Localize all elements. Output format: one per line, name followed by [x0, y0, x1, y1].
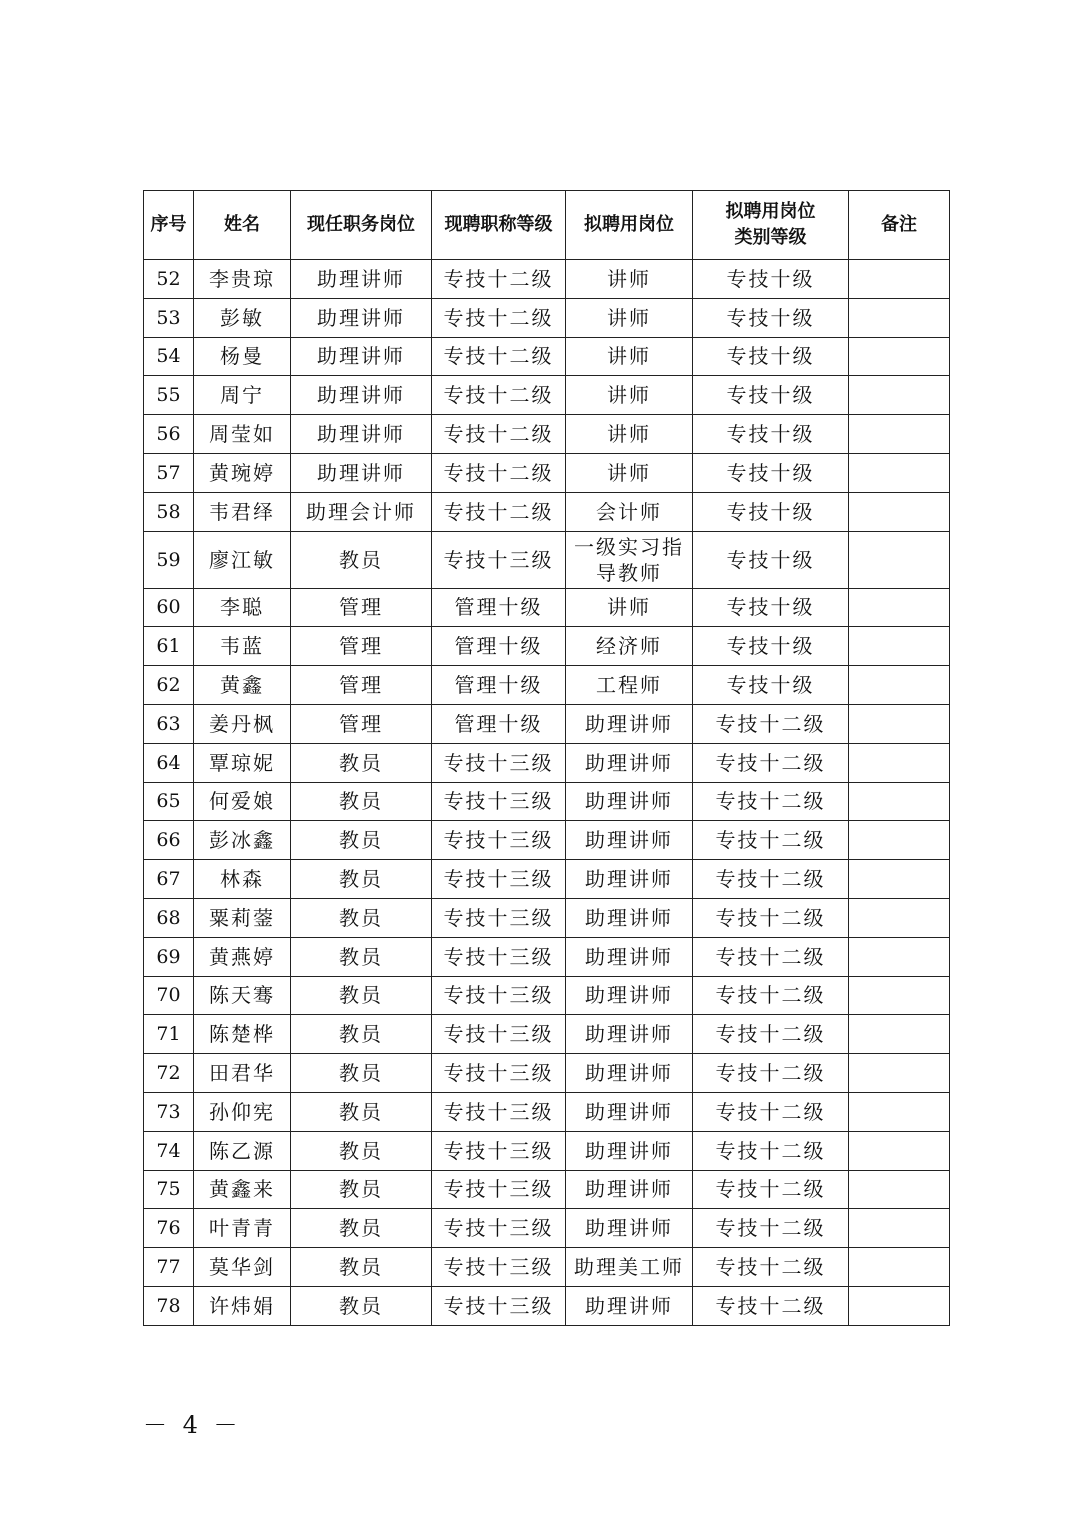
table-row — [144, 260, 950, 299]
cell-current-title-level: 专技十三级 — [432, 937, 566, 976]
cell-serial: 56 — [144, 415, 194, 454]
cell-name: 杨曼 — [194, 337, 291, 376]
cell-serial: 59 — [144, 531, 194, 588]
cell-name: 孙仰宪 — [194, 1092, 291, 1131]
cell-remarks — [849, 743, 950, 782]
cell-proposed-category-level: 专技十二级 — [693, 898, 849, 937]
table-row — [144, 415, 950, 454]
table-row — [144, 743, 950, 782]
cell-proposed-category-level: 专技十级 — [693, 415, 849, 454]
cell-proposed-post: 助理讲师 — [566, 743, 693, 782]
cell-current-post: 教员 — [291, 937, 432, 976]
cell-proposed-post: 助理讲师 — [566, 1015, 693, 1054]
table-row — [144, 298, 950, 337]
cell-current-title-level: 管理十级 — [432, 588, 566, 627]
cell-proposed-post: 助理讲师 — [566, 1092, 693, 1131]
cell-current-post: 教员 — [291, 1131, 432, 1170]
cell-serial: 71 — [144, 1015, 194, 1054]
cell-proposed-post-line2: 导教师 — [596, 560, 662, 585]
cell-proposed-post: 讲师 — [566, 337, 693, 376]
cell-proposed-category-level: 专技十二级 — [693, 1054, 849, 1093]
table-row — [144, 376, 950, 415]
cell-current-title-level: 专技十三级 — [432, 1170, 566, 1209]
cell-current-title-level: 专技十三级 — [432, 1209, 566, 1248]
cell-name: 莫华剑 — [194, 1248, 291, 1287]
cell-serial: 65 — [144, 782, 194, 821]
cell-remarks — [849, 531, 950, 588]
cell-name: 粟莉蓥 — [194, 898, 291, 937]
table-row — [144, 492, 950, 531]
cell-remarks — [849, 453, 950, 492]
cell-current-post: 教员 — [291, 821, 432, 860]
cell-proposed-post: 讲师 — [566, 298, 693, 337]
table-row — [144, 782, 950, 821]
cell-proposed-category-level: 专技十级 — [693, 492, 849, 531]
cell-name: 黄琬婷 — [194, 453, 291, 492]
table-row — [144, 1170, 950, 1209]
header-current-post: 现任职务岗位 — [291, 191, 432, 260]
cell-current-post: 助理讲师 — [291, 376, 432, 415]
cell-remarks — [849, 1131, 950, 1170]
cell-proposed-post: 助理讲师 — [566, 860, 693, 899]
cell-current-title-level: 专技十二级 — [432, 453, 566, 492]
cell-proposed-category-level: 专技十级 — [693, 666, 849, 705]
cell-proposed-post — [566, 531, 693, 588]
cell-remarks — [849, 298, 950, 337]
header-proposed-category-level-line2: 类别等级 — [734, 227, 807, 248]
cell-current-title-level: 管理十级 — [432, 627, 566, 666]
table-row — [144, 1015, 950, 1054]
cell-current-post: 教员 — [291, 898, 432, 937]
cell-current-title-level: 专技十二级 — [432, 337, 566, 376]
cell-serial: 75 — [144, 1170, 194, 1209]
cell-proposed-post: 讲师 — [566, 588, 693, 627]
cell-serial: 78 — [144, 1286, 194, 1325]
cell-serial: 57 — [144, 453, 194, 492]
cell-current-title-level: 专技十三级 — [432, 976, 566, 1015]
cell-proposed-category-level: 专技十二级 — [693, 976, 849, 1015]
cell-serial: 61 — [144, 627, 194, 666]
table-row — [144, 898, 950, 937]
cell-serial: 53 — [144, 298, 194, 337]
cell-proposed-post: 助理讲师 — [566, 937, 693, 976]
cell-current-title-level: 专技十三级 — [432, 531, 566, 588]
cell-current-title-level: 专技十三级 — [432, 743, 566, 782]
cell-remarks — [849, 1170, 950, 1209]
table-row — [144, 937, 950, 976]
cell-serial: 70 — [144, 976, 194, 1015]
cell-proposed-category-level: 专技十二级 — [693, 1015, 849, 1054]
cell-proposed-post: 会计师 — [566, 492, 693, 531]
table-header-row — [144, 191, 950, 260]
cell-current-title-level: 专技十二级 — [432, 492, 566, 531]
cell-remarks — [849, 492, 950, 531]
cell-name: 彭冰鑫 — [194, 821, 291, 860]
cell-remarks — [849, 1015, 950, 1054]
table-row — [144, 1286, 950, 1325]
cell-name: 周莹如 — [194, 415, 291, 454]
cell-proposed-post: 助理讲师 — [566, 976, 693, 1015]
cell-proposed-post: 助理讲师 — [566, 1286, 693, 1325]
cell-current-title-level: 专技十三级 — [432, 860, 566, 899]
cell-remarks — [849, 1209, 950, 1248]
cell-proposed-category-level: 专技十级 — [693, 627, 849, 666]
cell-remarks — [849, 588, 950, 627]
header-proposed-category-level — [693, 191, 849, 260]
cell-current-post: 管理 — [291, 588, 432, 627]
cell-current-post: 助理讲师 — [291, 260, 432, 299]
header-serial: 序号 — [144, 191, 194, 260]
cell-current-title-level: 专技十三级 — [432, 1054, 566, 1093]
table-row — [144, 627, 950, 666]
cell-proposed-post: 助理讲师 — [566, 898, 693, 937]
cell-remarks — [849, 976, 950, 1015]
table-row — [144, 1131, 950, 1170]
cell-current-post: 教员 — [291, 1054, 432, 1093]
table-row — [144, 1092, 950, 1131]
cell-serial: 52 — [144, 260, 194, 299]
cell-remarks — [849, 1248, 950, 1287]
cell-name: 林森 — [194, 860, 291, 899]
cell-proposed-category-level: 专技十二级 — [693, 1248, 849, 1287]
cell-current-post: 助理会计师 — [291, 492, 432, 531]
cell-current-post: 教员 — [291, 531, 432, 588]
table-row — [144, 1054, 950, 1093]
cell-proposed-category-level: 专技十级 — [693, 531, 849, 588]
cell-current-title-level: 专技十三级 — [432, 898, 566, 937]
cell-current-title-level: 专技十三级 — [432, 1286, 566, 1325]
cell-proposed-category-level: 专技十二级 — [693, 1131, 849, 1170]
cell-proposed-category-level: 专技十级 — [693, 260, 849, 299]
table-row — [144, 1248, 950, 1287]
cell-proposed-post: 助理讲师 — [566, 821, 693, 860]
cell-current-post: 助理讲师 — [291, 298, 432, 337]
cell-current-title-level: 专技十三级 — [432, 1131, 566, 1170]
cell-remarks — [849, 376, 950, 415]
cell-remarks — [849, 337, 950, 376]
cell-proposed-category-level: 专技十级 — [693, 453, 849, 492]
cell-remarks — [849, 627, 950, 666]
cell-proposed-category-level: 专技十二级 — [693, 1286, 849, 1325]
cell-current-post: 管理 — [291, 704, 432, 743]
cell-proposed-category-level: 专技十二级 — [693, 1209, 849, 1248]
cell-proposed-category-level: 专技十级 — [693, 298, 849, 337]
cell-proposed-category-level: 专技十级 — [693, 337, 849, 376]
cell-current-title-level: 专技十二级 — [432, 260, 566, 299]
cell-proposed-post: 助理讲师 — [566, 1209, 693, 1248]
header-current-title-level: 现聘职称等级 — [432, 191, 566, 260]
cell-serial: 64 — [144, 743, 194, 782]
table-row — [144, 337, 950, 376]
cell-proposed-category-level: 专技十二级 — [693, 937, 849, 976]
cell-name: 田君华 — [194, 1054, 291, 1093]
header-proposed-post: 拟聘用岗位 — [566, 191, 693, 260]
cell-proposed-post: 讲师 — [566, 376, 693, 415]
cell-proposed-post: 助理美工师 — [566, 1248, 693, 1287]
cell-proposed-post: 助理讲师 — [566, 1131, 693, 1170]
cell-proposed-category-level: 专技十二级 — [693, 782, 849, 821]
cell-serial: 74 — [144, 1131, 194, 1170]
cell-remarks — [849, 898, 950, 937]
cell-serial: 76 — [144, 1209, 194, 1248]
cell-current-post: 教员 — [291, 860, 432, 899]
cell-name: 周宁 — [194, 376, 291, 415]
cell-proposed-post: 助理讲师 — [566, 704, 693, 743]
cell-name: 韦蓝 — [194, 627, 291, 666]
header-name: 姓名 — [194, 191, 291, 260]
cell-current-post: 教员 — [291, 1286, 432, 1325]
cell-remarks — [849, 704, 950, 743]
cell-name: 黄燕婷 — [194, 937, 291, 976]
cell-remarks — [849, 937, 950, 976]
cell-current-post: 教员 — [291, 1015, 432, 1054]
cell-proposed-category-level: 专技十级 — [693, 588, 849, 627]
cell-current-title-level: 管理十级 — [432, 704, 566, 743]
cell-name: 何爱娘 — [194, 782, 291, 821]
cell-proposed-post: 讲师 — [566, 260, 693, 299]
table-row — [144, 531, 950, 588]
cell-current-post: 助理讲师 — [291, 415, 432, 454]
table-row — [144, 666, 950, 705]
cell-name: 李贵琼 — [194, 260, 291, 299]
cell-proposed-post: 讲师 — [566, 453, 693, 492]
cell-serial: 77 — [144, 1248, 194, 1287]
cell-remarks — [849, 1054, 950, 1093]
cell-proposed-post: 助理讲师 — [566, 782, 693, 821]
cell-current-title-level: 专技十二级 — [432, 298, 566, 337]
cell-proposed-post-line1: 一级实习指 — [574, 534, 684, 559]
cell-name: 廖江敏 — [194, 531, 291, 588]
table-row — [144, 588, 950, 627]
cell-proposed-post: 助理讲师 — [566, 1054, 693, 1093]
table-row — [144, 704, 950, 743]
cell-current-title-level: 专技十三级 — [432, 1248, 566, 1287]
table-row — [144, 453, 950, 492]
cell-remarks — [849, 666, 950, 705]
cell-proposed-category-level: 专技十二级 — [693, 1170, 849, 1209]
cell-current-post: 教员 — [291, 743, 432, 782]
header-proposed-category-level-line1: 拟聘用岗位 — [725, 201, 816, 222]
cell-remarks — [849, 860, 950, 899]
cell-current-title-level: 专技十二级 — [432, 415, 566, 454]
cell-serial: 60 — [144, 588, 194, 627]
cell-name: 许炜娟 — [194, 1286, 291, 1325]
cell-proposed-post: 经济师 — [566, 627, 693, 666]
cell-serial: 67 — [144, 860, 194, 899]
cell-remarks — [849, 1286, 950, 1325]
header-remarks: 备注 — [849, 191, 950, 260]
cell-proposed-post: 助理讲师 — [566, 1170, 693, 1209]
cell-current-title-level: 专技十三级 — [432, 1015, 566, 1054]
cell-current-post: 教员 — [291, 1209, 432, 1248]
cell-remarks — [849, 260, 950, 299]
cell-serial: 58 — [144, 492, 194, 531]
cell-remarks — [849, 1092, 950, 1131]
cell-current-title-level: 管理十级 — [432, 666, 566, 705]
cell-serial: 55 — [144, 376, 194, 415]
cell-current-post: 管理 — [291, 627, 432, 666]
cell-current-title-level: 专技十三级 — [432, 821, 566, 860]
cell-remarks — [849, 821, 950, 860]
cell-name: 陈天骞 — [194, 976, 291, 1015]
table-row — [144, 860, 950, 899]
cell-proposed-category-level: 专技十级 — [693, 376, 849, 415]
page-number: － 4 － — [143, 1411, 242, 1439]
cell-proposed-category-level: 专技十二级 — [693, 821, 849, 860]
cell-current-post: 助理讲师 — [291, 337, 432, 376]
cell-proposed-category-level: 专技十二级 — [693, 860, 849, 899]
cell-serial: 66 — [144, 821, 194, 860]
cell-name: 李聪 — [194, 588, 291, 627]
cell-name: 韦君绎 — [194, 492, 291, 531]
personnel-table-container — [143, 190, 950, 1326]
cell-serial: 72 — [144, 1054, 194, 1093]
cell-name: 彭敏 — [194, 298, 291, 337]
cell-proposed-post: 讲师 — [566, 415, 693, 454]
cell-current-post: 教员 — [291, 1170, 432, 1209]
personnel-table — [143, 190, 950, 1326]
cell-name: 黄鑫 — [194, 666, 291, 705]
table-row — [144, 821, 950, 860]
cell-current-post: 教员 — [291, 1248, 432, 1287]
cell-proposed-category-level: 专技十二级 — [693, 743, 849, 782]
cell-current-title-level: 专技十二级 — [432, 376, 566, 415]
cell-proposed-category-level: 专技十二级 — [693, 1092, 849, 1131]
cell-name: 覃琼妮 — [194, 743, 291, 782]
cell-current-title-level: 专技十三级 — [432, 782, 566, 821]
cell-current-post: 助理讲师 — [291, 453, 432, 492]
cell-serial: 68 — [144, 898, 194, 937]
cell-remarks — [849, 782, 950, 821]
cell-serial: 69 — [144, 937, 194, 976]
cell-proposed-post: 工程师 — [566, 666, 693, 705]
cell-serial: 63 — [144, 704, 194, 743]
cell-current-post: 教员 — [291, 782, 432, 821]
cell-name: 姜丹枫 — [194, 704, 291, 743]
cell-current-post: 教员 — [291, 1092, 432, 1131]
table-row — [144, 976, 950, 1015]
cell-current-title-level: 专技十三级 — [432, 1092, 566, 1131]
table-body — [144, 260, 950, 1326]
cell-name: 陈乙源 — [194, 1131, 291, 1170]
cell-proposed-category-level: 专技十二级 — [693, 704, 849, 743]
cell-name: 叶青青 — [194, 1209, 291, 1248]
cell-serial: 73 — [144, 1092, 194, 1131]
cell-current-post: 教员 — [291, 976, 432, 1015]
cell-serial: 62 — [144, 666, 194, 705]
cell-serial: 54 — [144, 337, 194, 376]
table-row — [144, 1209, 950, 1248]
cell-current-post: 管理 — [291, 666, 432, 705]
cell-remarks — [849, 415, 950, 454]
cell-name: 陈楚桦 — [194, 1015, 291, 1054]
cell-name: 黄鑫来 — [194, 1170, 291, 1209]
